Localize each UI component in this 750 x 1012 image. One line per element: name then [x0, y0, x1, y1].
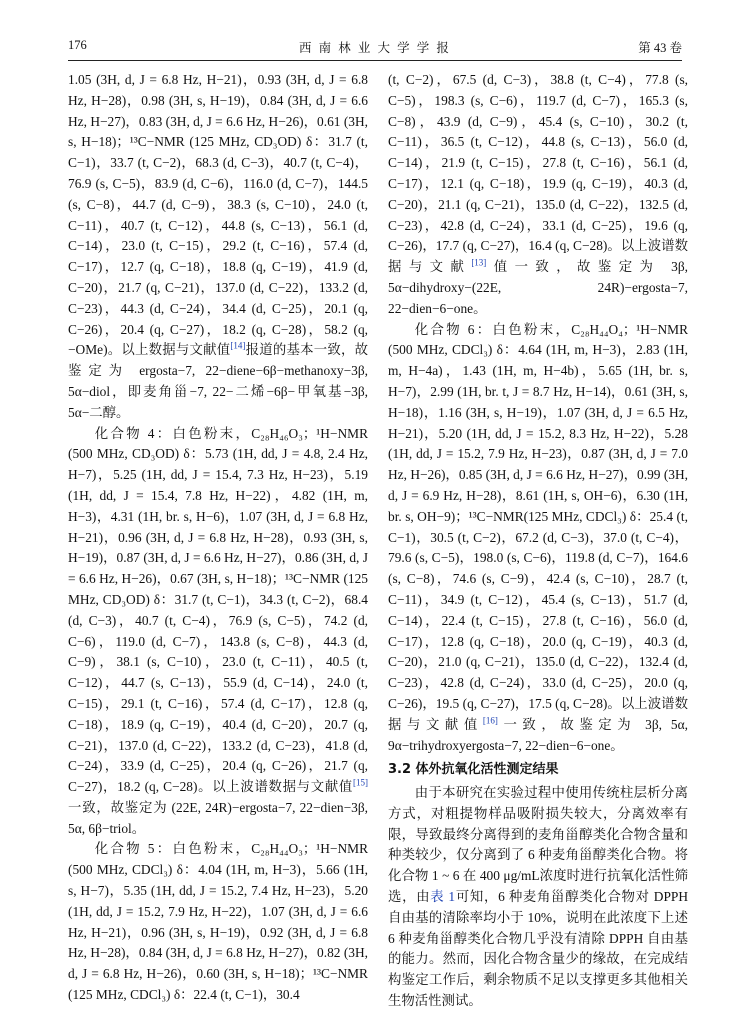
paragraph	[68, 424, 368, 840]
paragraph-text: 可知，6 种麦角甾醇类化合物对 DPPH 自由基的清除率均小于 10%，说明在此浓度下上述 6 种麦角甾醇类化合物几乎没有清除 DPPH 自由基的能力。然而，因化合物含量少的缘故，在完成结构鉴定工作后，剩余物质不足以支撑更多其他相关生物活性测试。	[388, 889, 689, 1009]
paragraph-text: 由于本研究在实验过程中使用传统柱层析分离方式，对粗提物样品吸附损失较大，分离效率有限，导致最终分离得到的麦角甾醇类化合物含量和种类较少，仅分离到了 6 种麦角甾醇类化合物。将化合物 1 ~ 6 在 400 μg/mL浓度时进行抗氧化活性筛选，由	[388, 785, 688, 905]
paragraph	[388, 320, 688, 757]
table-link[interactable]: 表 1	[430, 889, 456, 905]
citation-link[interactable]: [15]	[353, 777, 368, 788]
page-header	[68, 36, 682, 61]
citation-link[interactable]: [13]	[471, 257, 487, 268]
paragraph-text: (t, C−2)，67.5 (d, C−3)，38.8 (t, C−4)，77.8 (s, C−5)，198.3 (s, C−6)，119.7 (d, C−7)，165.3 (s, C−8)，43.9 (d, C−9)，45.4 (s, C−10)，30.2 (t, C−11)，36.5 (t, C−12)，44.8 (s, C−13)，56.0 (d, C−14)，21.9 (t, C−15)，27.8 (t, C−16)，56.1 (d, C−17)，12.1 (q, C−18)，19.9 (q, C−19)，40.3 (d, C−20)，21.1 (q, C−21)，135.0 (d, C−22)，132.5 (d, C−23)，42.8 (d, C−24)，33.1 (d, C−25)，19.6 (q, C−26)，17.7 (q, C−27)，16.4 (q, C−28)。以上波谱数据与文献	[388, 72, 688, 275]
paragraph-text: 1.05 (3H, d, J = 6.8 Hz, H−21)，0.93 (3H, d, J = 6.8 Hz, H−28)，0.98 (3H, s, H−19)，0.84 (3H, d, J = 6.6 Hz, H−27)，0.83 (3H, d, J = 6.6 Hz, H−26)，0.61 (3H, s, H−18)；¹³C−NMR (125 MHz, CD₃OD) δ：31.7 (t, C−1)，33.7 (t, C−2)，68.3 (d, C−3)，40.7 (t, C−4)，76.9 (s, C−5)，83.9 (d, C−6)，116.0 (d, C−7)，144.5 (s, C−8)，44.7 (d, C−9)，38.3 (s, C−10)，24.0 (t, C−11)，40.7 (t, C−12)，44.8 (s, C−13)，56.1 (d, C−14)，23.0 (t, C−15)，29.2 (t, C−16)，57.4 (d, C−17)，12.7 (q, C−18)，18.8 (q, C−19)，41.9 (d, C−20)，21.7 (q, C−21)，137.0 (d, C−22)，133.2 (d, C−23)，44.3 (d, C−24)，34.4 (d, C−25)，20.1 (q, C−26)，20.4 (q, C−27)，18.2 (q, C−28)，58.2 (q, −OMe)。以上数据与文献值	[68, 72, 368, 358]
left-column	[68, 70, 368, 1006]
paragraph-text: 化合物 6：白色粉末，C₂₈H₄₄O₄；¹H−NMR (500 MHz, CDCl₃) δ：4.64 (1H, m, H−3)，2.83 (1H, m, H−4a)，1.43 (1H, m, H−4b)，5.65 (1H, br. s, H−7)，2.99 (1H, br. t, J = 8.7 Hz, H−14)，0.61 (3H, s, H−18)，1.16 (3H, s, H−19)，1.07 (3H, d, J = 6.5 Hz, H−21)，5.20 (1H, dd, J = 15.2, 8.3 Hz, H−22)，5.28 (1H, dd, J = 15.2, 7.9 Hz, H−23)，0.87 (3H, d, J = 7.0 Hz, H−26)，0.85 (3H, d, J = 6.6 Hz, H−27)，0.99 (3H, d, J = 6.9 Hz, H−28)，8.61 (1H, s, OH−6)，6.30 (1H, br. s, OH−9)；¹³C−NMR(125 MHz, CDCl₃) δ：25.4 (t, C−1)，30.5 (t, C−2)，67.2 (d, C−3)，37.0 (t, C−4)，79.6 (s, C−5)，198.0 (s, C−6)，119.8 (d, C−7)，164.6 (s, C−8)，74.6 (s, C−9)，42.4 (s, C−10)，28.7 (t, C−11)，34.9 (t, C−12)，45.4 (s, C−13)，51.7 (d, C−14)，22.4 (t, C−15)，27.8 (t, C−16)，56.0 (d, C−17)，12.8 (q, C−18)，20.0 (q, C−19)，40.3 (d, C−20)，21.0 (q, C−21)，135.0 (d, C−22)，132.4 (d, C−23)，42.8 (d, C−24)，33.0 (d, C−25)，20.0 (q, C−26)，19.5 (q, C−27)，17.5 (q, C−28)。以上波谱数据与文献值	[388, 321, 688, 732]
citation-link[interactable]: [14]	[230, 340, 246, 351]
section-heading: 3.2 体外抗氧化活性测定结果	[388, 762, 559, 778]
page-number: 176	[68, 38, 87, 52]
paragraph-text: 报道的基本一致，故鉴定为 ergosta−7, 22−diene−6β−methanoxy−3β, 5α−diol，即麦角甾−7, 22−二烯−6β−甲氧基−3β, 5α−二醇。	[68, 342, 369, 420]
paragraph	[388, 70, 688, 320]
paragraph: 化合物 5：白色粉末，C₂₈H₄₄O₃；¹H−NMR (500 MHz, CDCl₃) δ：4.04 (1H, m, H−3)，5.66 (1H, s, H−7)，5.35 (1H, dd, J = 15.2, 7.4 Hz, H−23)，5.20 (1H, dd, J = 15.2, 7.9 Hz, H−22)，1.07 (3H, d, J = 6.6 Hz, H−21)，0.96 (3H, s, H−19)，0.92 (3H, d, J = 6.8 Hz, H−28)，0.84 (3H, d, J = 6.8 Hz, H−27)，0.82 (3H, d, J = 6.8 Hz, H−26)，0.60 (3H, s, H−18)；¹³C−NMR (125 MHz, CDCl₃) δ：22.4 (t, C−1)，30.4	[68, 841, 368, 1003]
right-column	[388, 70, 688, 1012]
paragraph	[388, 783, 688, 1012]
paragraph-text: 值一致，故鉴定为 3β, 5α−dihydroxy−(22E, 24R)−ergosta−7, 22−dien−6−one。	[388, 259, 689, 316]
volume-label: 第 43 卷	[638, 41, 682, 55]
paragraph-text: 一致，故鉴定为 3β, 5α, 9α−trihydroxyergosta−7, 22−dien−6−one。	[388, 716, 688, 753]
paragraph	[68, 70, 368, 424]
paragraph-text: 化合物 4：白色粉末，C₂₈H₄₆O₃；¹H−NMR (500 MHz, CD₃OD) δ：5.73 (1H, dd, J = 4.8, 2.4 Hz, H−7)，5.25 (1H, dd, J = 15.4, 7.3 Hz, H−23)，5.19 (1H, dd, J = 15.4, 7.8 Hz, H−22)，4.82 (1H, m, H−3)，4.31 (1H, br. s, H−6)，1.07 (3H, d, J = 6.8 Hz, H−21)，0.96 (3H, d, J = 6.8 Hz, H−28)，0.93 (3H, s, H−19)，0.87 (3H, d, J = 6.6 Hz, H−27)，0.86 (3H, d, J = 6.6 Hz, H−26)，0.67 (3H, s, H−18)；¹³C−NMR (125 MHz, CD₃OD) δ：31.7 (t, C−1)，34.3 (t, C−2)，68.4 (d, C−3)，40.7 (t, C−4)，76.9 (s, C−5)，74.2 (d, C−6)，119.0 (d, C−7)，143.8 (s, C−8)，44.3 (d, C−9)，38.1 (s, C−10)，23.0 (t, C−11)，40.5 (t, C−12)，44.7 (s, C−13)，55.9 (d, C−14)，24.0 (t, C−15)，29.1 (t, C−16)，57.4 (d, C−17)，12.8 (q, C−18)，18.9 (q, C−19)，40.4 (d, C−20)，20.7 (q, C−21)，137.0 (d, C−22)，133.2 (d, C−23)，41.8 (d, C−24)，33.9 (d, C−25)，20.4 (q, C−26)，21.7 (q, C−27)，18.2 (q, C−28)。以上波谱数据与文献值	[68, 425, 368, 795]
paragraph-text: 一致，故鉴定为 (22E, 24R)−ergosta−7, 22−dien−3β, 5α, 6β−triol。	[68, 799, 368, 836]
citation-link[interactable]: [16]	[482, 715, 498, 726]
journal-title: 西 南 林 业 大 学 学 报	[299, 41, 451, 55]
